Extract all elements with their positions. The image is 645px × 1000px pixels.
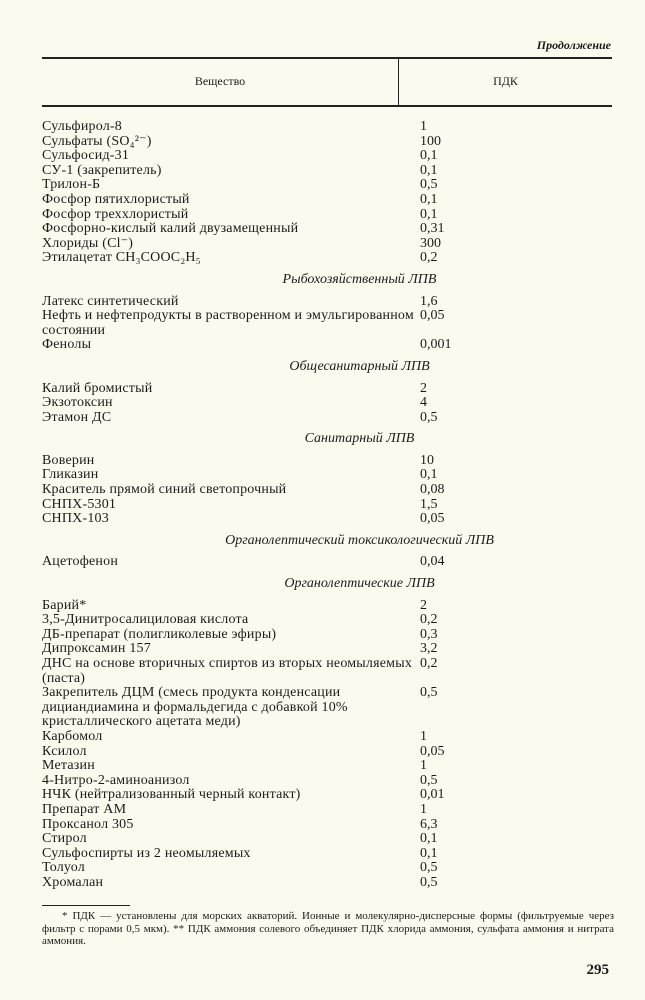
continuation-label: Продолжение: [536, 38, 611, 52]
table-row: [42, 599, 617, 614]
pdk-value: 0,08: [420, 482, 445, 498]
header-bottom-rule: [42, 105, 612, 107]
pdk-value: 0,5: [420, 772, 438, 788]
section-heading: Органолептический токсикологический ЛПВ: [225, 532, 494, 548]
section-heading: Санитарный ЛПВ: [304, 431, 415, 447]
substance-name: СНПХ-5301: [42, 496, 117, 512]
substance-name: СУ-1 (закрепитель): [42, 162, 162, 178]
pdk-value: 0,05: [420, 308, 445, 324]
column-header-pdk: ПДК: [493, 74, 518, 88]
substance-name: Барий*: [42, 597, 87, 613]
table-row: [42, 686, 617, 730]
table-row: [42, 774, 617, 789]
pdk-value: 0,04: [420, 554, 445, 570]
pdk-value: 2: [420, 380, 427, 396]
table-row: [42, 498, 617, 513]
column-header-substance: Вещество: [194, 74, 246, 88]
substance-name: Ацетофенон: [42, 554, 119, 570]
pdk-value: 0,01: [420, 787, 445, 803]
substance-name: Нефть и нефтепродукты в растворенном и эмульгированном состоянии: [42, 308, 414, 338]
table-row: [42, 295, 617, 310]
substance-name: Гликазин: [42, 467, 99, 483]
pdk-value: 0,5: [420, 874, 438, 890]
substance-name: Этилацетат CH₃COOC₂H₅: [42, 250, 201, 266]
pdk-value: 2: [420, 597, 427, 613]
pdk-value: 0,1: [420, 206, 438, 222]
table-row: [42, 512, 617, 527]
pdk-value: 0,5: [420, 860, 438, 876]
pdk-value: 1: [420, 758, 427, 774]
table-row: [42, 164, 617, 179]
substance-name: Трилон-Б: [42, 177, 101, 193]
footnote: * ПДК — установлены для морских акваторий. Ионные и молекулярно-дисперсные формы (фильтруемые через фильтр с порами 0,5 мкм). ** ПДК аммония солевого объединяет ПДК хлорида аммония, сульфата аммония и нитрата аммония.: [42, 910, 614, 947]
table-row: [42, 847, 617, 862]
substance-name: Фосфор пятихлористый: [42, 191, 190, 207]
table-row: [42, 759, 617, 774]
pdk-value: 0,3: [420, 626, 438, 642]
pdk-value: 0,1: [420, 467, 438, 483]
table-row: [42, 818, 617, 833]
substance-name: Сульфосид-31: [42, 148, 130, 164]
substance-name: Ксилол: [42, 743, 87, 759]
pdk-value: 1: [420, 728, 427, 744]
pdk-value: 0,1: [420, 191, 438, 207]
table-row: [42, 208, 617, 223]
table-row: [42, 861, 617, 876]
pdk-value: 100: [420, 133, 441, 149]
substance-name: Краситель прямой синий светопрочный: [42, 482, 287, 498]
table-row: [42, 135, 617, 150]
pdk-value: 3,2: [420, 641, 438, 657]
pdk-value: 1,5: [420, 496, 438, 512]
table-row: [42, 193, 617, 208]
table-row: [42, 237, 617, 252]
pdk-value: 300: [420, 235, 441, 251]
pdk-value: 0,1: [420, 148, 438, 164]
substance-name: Фенолы: [42, 337, 92, 353]
substance-name: Фосфорно-кислый калий двузамещенный: [42, 221, 299, 237]
pdk-value: 10: [420, 452, 434, 468]
substance-name: СНПХ-103: [42, 511, 109, 527]
table-row: [42, 309, 617, 338]
pdk-value: 0,31: [420, 221, 445, 237]
table-row: [42, 178, 617, 193]
substance-name: Этамон ДС: [42, 409, 112, 425]
table-row: [42, 396, 617, 411]
substance-name: Закрепитель ДЦМ (смесь продукта конденсации дициандиамина и формальдегида с добавкой 10% кристаллического ацетата меди): [42, 685, 348, 730]
table-row: [42, 338, 617, 353]
substance-name: Стирол: [42, 831, 87, 847]
pdk-value: 0,2: [420, 250, 438, 266]
substance-name: Проксанол 305: [42, 816, 134, 832]
pdk-value: 0,1: [420, 162, 438, 178]
substance-name: Метазин: [42, 758, 95, 774]
table-row: [42, 788, 617, 803]
table-row: [42, 555, 617, 570]
table-body: [42, 120, 617, 891]
section-heading: Рыбохозяйственный ЛПВ: [282, 271, 437, 287]
pdk-value: 6,3: [420, 816, 438, 832]
substance-name: Хромалан: [42, 874, 104, 890]
substance-name: 4-Нитро-2-аминоанизол: [42, 772, 190, 788]
table-row: [42, 120, 617, 135]
page-number: 295: [586, 962, 609, 978]
substance-name: ДНС на основе вторичных спиртов из вторых неомыляемых (паста): [42, 656, 413, 686]
section-heading: Органолептические ЛПВ: [284, 576, 435, 592]
substance-name: Сульфирол-8: [42, 119, 122, 134]
table-row: [42, 222, 617, 237]
substance-name: 3,5-Динитросалициловая кислота: [42, 612, 249, 628]
pdk-value: 0,2: [420, 612, 438, 628]
table-row: [42, 803, 617, 818]
pdk-value: 1: [420, 119, 427, 134]
table-row: [42, 483, 617, 498]
table-row: [42, 657, 617, 686]
pdk-value: 0,5: [420, 409, 438, 425]
table-row: [42, 642, 617, 657]
substance-name: НЧК (нейтрализованный черный контакт): [42, 787, 301, 803]
substance-name: Карбомол: [42, 728, 103, 744]
section-heading: Общесанитарный ЛПВ: [289, 358, 430, 374]
substance-name: ДБ-препарат (полигликолевые эфиры): [42, 626, 277, 642]
substance-name: Экзотоксин: [42, 395, 113, 411]
table-row: [42, 251, 617, 266]
pdk-value: 1,6: [420, 293, 438, 309]
pdk-value: 0,5: [420, 685, 438, 701]
table-top-rule: [42, 57, 612, 59]
pdk-value: 0,1: [420, 845, 438, 861]
table-row: [42, 454, 617, 469]
substance-name: Сульфоспирты из 2 неомыляемых: [42, 845, 251, 861]
table-row: [42, 628, 617, 643]
substance-name: Фосфор треххлористый: [42, 206, 189, 222]
pdk-value: 0,1: [420, 831, 438, 847]
footnote-rule: [42, 905, 130, 906]
substance-name: Дипроксамин 157: [42, 641, 151, 657]
table-row: [42, 382, 617, 397]
table-row: [42, 876, 617, 891]
table-row: [42, 468, 617, 483]
substance-name: Толуол: [42, 860, 85, 876]
pdk-value: 0,001: [420, 337, 452, 353]
table-row: [42, 730, 617, 745]
substance-name: Калий бромистый: [42, 380, 153, 396]
substance-name: Препарат АМ: [42, 801, 127, 817]
substance-name: Хлориды (Cl⁻): [42, 235, 134, 251]
pdk-value: 1: [420, 801, 427, 817]
substance-name: Воверин: [42, 452, 95, 468]
substance-name: Латекс синтетический: [42, 293, 179, 309]
pdk-value: 0,05: [420, 743, 445, 759]
pdk-value: 0,05: [420, 511, 445, 527]
table-row: [42, 149, 617, 164]
pdk-value: 0,5: [420, 177, 438, 193]
pdk-value: 0,2: [420, 656, 438, 671]
substance-name: Сульфаты (SO₄²⁻): [42, 133, 152, 149]
table-row: [42, 832, 617, 847]
table-row: [42, 745, 617, 760]
table-row: [42, 411, 617, 426]
pdk-value: 4: [420, 395, 427, 411]
table-row: [42, 613, 617, 628]
